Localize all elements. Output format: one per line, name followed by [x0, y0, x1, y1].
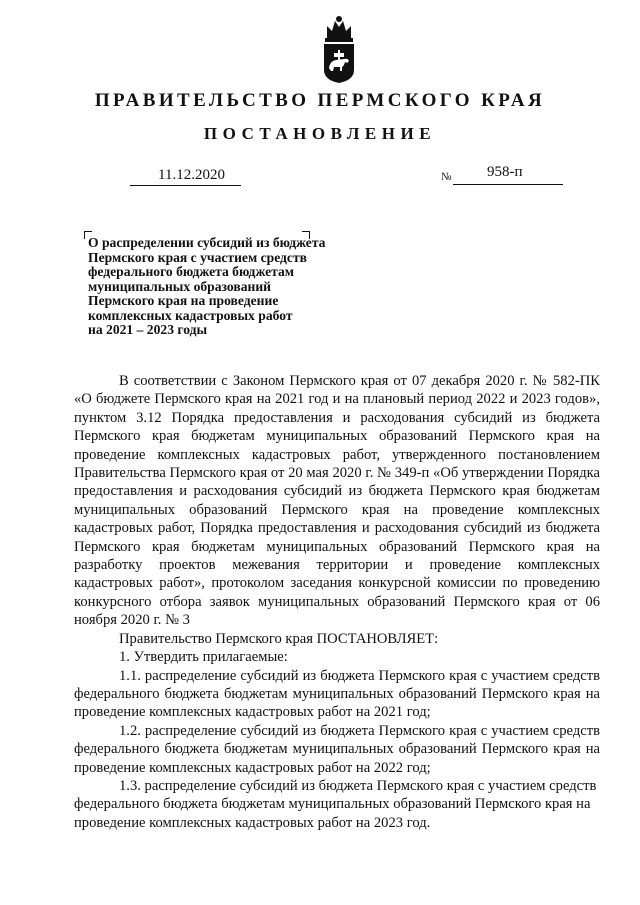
subject-line: на 2021 – 2023 годы — [88, 322, 208, 337]
document-number: 958-п — [487, 164, 523, 180]
document-date: 11.12.2020 — [158, 167, 225, 183]
preamble-paragraph: В соответствии с Законом Пермского края от 07 декабря 2020 г. № 582-ПК «О бюджете Пермского края на 2021 год и на плановый период 2022 и 2023 годов», пунктом 3.12 Порядка предоставления и расходования субсидий из бюджета Пермского края бюджетам муниципальных образований Пермского края на проведение комплексных кадастровых работ, утвержденного постановлением Правительства Пермского края от 20 мая 2020 г. № 349-п «Об утверждении Порядка предоставления и расходования субсидий из бюджета Пермского края бюджетам муниципальных образований Пермского края на проведение комплексных кадастровых работ, Порядка предоставления и расходования субсидий из бюджета Пермского края бюджетам муниципальных образований Пермского края на разработку проектов межевания территории и проведение комплексных кадастровых работ», протоколом заседания конкурсной комиссии по проведению конкурсного отбора заявок муниципальных образований Пермского края от 06 ноября 2020 г. № 3 — [74, 373, 600, 629]
item-1-1: 1.1. распределение субсидий из бюджета Пермского края с участием средств федерального бюджета бюджетам муниципальных образований Пермского края на проведение комплексных кадастровых работ на 2021 год; — [74, 667, 600, 721]
subject-line: О распределении субсидий из бюджета — [88, 235, 326, 250]
number-underline — [453, 184, 563, 185]
subject-line: федерального бюджета бюджетам — [88, 264, 295, 279]
subject-line: комплексных кадастровых работ — [88, 307, 293, 323]
item-1-2: 1.2. распределение субсидий из бюджета Пермского края с участием средств федерального бюджета бюджетам муниципальных образований Пермского края на проведение комплексных кадастровых работ на 2022 год; — [74, 722, 600, 776]
resolve-paragraph: Правительство Пермского края ПОСТАНОВЛЯЕТ: — [119, 630, 439, 647]
subject-line: Пермского края с участием средств — [88, 249, 307, 265]
item-1-3: 1.3. распределение субсидий из бюджета Пермского края с участием средств федерального бюджета бюджетам муниципальных образований Пермского края на проведение комплексных кадастровых работ на 2023 год. — [74, 777, 597, 831]
date-field — [130, 167, 241, 186]
government-title: ПРАВИТЕЛЬСТВО ПЕРМСКОГО КРАЯ — [94, 90, 546, 111]
number-sign: № — [441, 171, 452, 183]
subject-line: Пермского края на проведение — [88, 293, 279, 308]
item-1: 1. Утвердить прилагаемые: — [119, 649, 288, 666]
document-body — [74, 372, 600, 832]
document-type: ПОСТАНОВЛЕНИЕ — [203, 124, 437, 143]
number-field — [441, 164, 563, 185]
document-subject — [88, 236, 368, 338]
subject-line: муниципальных образований — [88, 278, 272, 294]
coat-of-arms-icon — [318, 14, 360, 84]
